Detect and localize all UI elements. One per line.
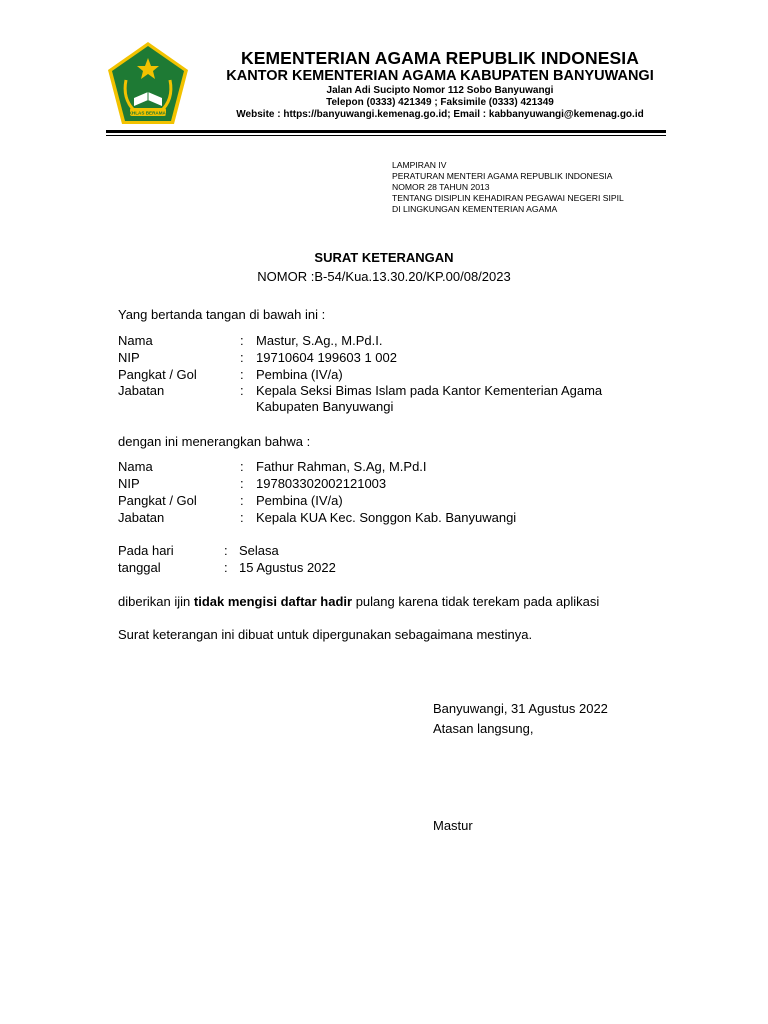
signer-position: Kepala Seksi Bimas Islam pada Kantor Kementerian Agama — [256, 383, 603, 398]
ministry-name: KEMENTERIAN AGAMA REPUBLIK INDONESIA — [240, 48, 639, 68]
date-label-day: Pada hari — [118, 543, 174, 558]
lampiran-line: LAMPIRAN IV — [392, 160, 447, 170]
header-divider-thin — [106, 135, 666, 136]
signer-label-rank: Pangkat / Gol — [118, 367, 197, 382]
colon: : — [240, 367, 244, 382]
office-address: Jalan Adi Sucipto Nomor 112 Sobo Banyuwangi — [326, 85, 554, 96]
subject-nip: 197803302002121003 — [256, 476, 387, 491]
signer-rank: Pembina (IV/a) — [256, 367, 343, 382]
signature-name: Mastur — [433, 818, 473, 833]
lampiran-line: DI LINGKUNGAN KEMENTERIAN AGAMA — [392, 204, 558, 214]
colon: : — [240, 333, 244, 348]
colon: : — [240, 510, 244, 525]
logo-motto: IKHLAS BERAMAL — [127, 110, 169, 116]
subject-label-nip: NIP — [118, 476, 140, 491]
subject-label-name: Nama — [118, 459, 153, 474]
subject-label-position: Jabatan — [118, 510, 165, 525]
kemenag-logo — [106, 40, 190, 128]
lampiran-line: TENTANG DISIPLIN KEHADIRAN PEGAWAI NEGERI SIPIL — [392, 193, 624, 203]
subject-rank: Pembina (IV/a) — [256, 493, 343, 508]
statement-intro: dengan ini menerangkan bahwa : — [118, 434, 311, 449]
lampiran-line: NOMOR 28 TAHUN 2013 — [392, 182, 490, 192]
office-name: KANTOR KEMENTERIAN AGAMA KABUPATEN BANYUWANGI — [226, 68, 654, 84]
colon: : — [224, 560, 228, 575]
signature-role: Atasan langsung, — [433, 721, 534, 736]
date-date: 15 Agustus 2022 — [239, 560, 336, 575]
permission-prefix: diberikan ijin — [118, 594, 194, 609]
permission-text — [118, 594, 599, 610]
colon: : — [224, 543, 228, 558]
signer-nip: 19710604 199603 1 002 — [256, 350, 397, 365]
permission-suffix: pulang karena tidak terekam pada aplikasi — [352, 594, 600, 609]
subject-name: Fathur Rahman, S.Ag, M.Pd.I — [256, 459, 427, 474]
signer-name: Mastur, S.Ag., M.Pd.I. — [256, 333, 383, 348]
signer-position-line2: Kabupaten Banyuwangi — [256, 399, 394, 414]
signer-label-name: Nama — [118, 333, 153, 348]
header-divider-thick — [106, 130, 666, 133]
document-title: SURAT KETERANGAN — [314, 250, 454, 265]
intro-text: Yang bertanda tangan di bawah ini : — [118, 307, 326, 322]
colon: : — [240, 350, 244, 365]
subject-label-rank: Pangkat / Gol — [118, 493, 197, 508]
closing-text: Surat keterangan ini dibuat untuk dipergunakan sebagaimana mestinya. — [118, 627, 533, 642]
lampiran-block — [392, 160, 624, 215]
date-label-date: tanggal — [118, 560, 161, 575]
permission-bold: tidak mengisi daftar hadir — [193, 594, 353, 609]
subject-position: Kepala KUA Kec. Songgon Kab. Banyuwangi — [256, 510, 517, 525]
lampiran-line: PERATURAN MENTERI AGAMA REPUBLIK INDONESIA — [392, 171, 613, 181]
signature-place-date: Banyuwangi, 31 Agustus 2022 — [433, 701, 608, 716]
colon: : — [240, 383, 244, 398]
document-number: NOMOR :B-54/Kua.13.30.20/KP.00/08/2023 — [257, 269, 511, 284]
office-phone: Telepon (0333) 421349 ; Faksimile (0333) 421349 — [326, 97, 554, 108]
colon: : — [240, 493, 244, 508]
office-web-email: Website : https://banyuwangi.kemenag.go.id; Email : kabbanyuwangi@kemenag.go.id — [236, 109, 644, 120]
signer-label-position: Jabatan — [118, 383, 165, 398]
signer-label-nip: NIP — [118, 350, 140, 365]
colon: : — [240, 476, 244, 491]
date-day: Selasa — [239, 543, 279, 558]
colon: : — [240, 459, 244, 474]
